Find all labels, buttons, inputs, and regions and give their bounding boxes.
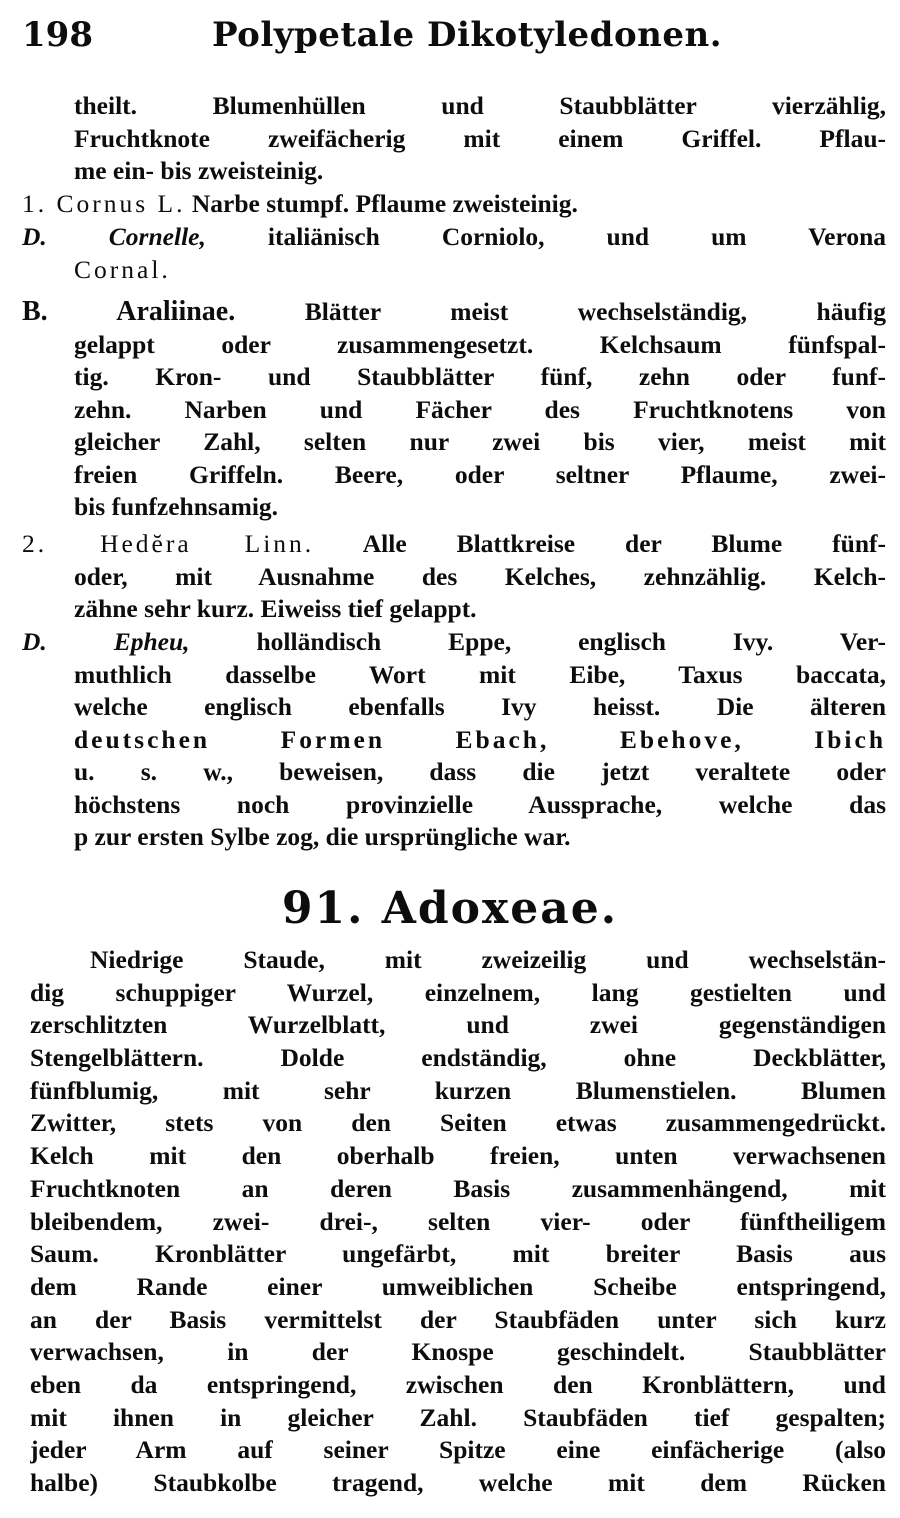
text-line: zehn. Narben und Fächer des Fruchtknotens von	[74, 394, 886, 424]
page-header	[22, 10, 882, 60]
section-title: 91. Adoxeae.	[281, 883, 619, 934]
entry-first-line	[22, 528, 886, 561]
genus-name: 2. Hedĕra Linn.	[22, 529, 315, 558]
text-line: zerschlitzten Wurzelblatt, und zwei gegenständigen	[30, 1010, 886, 1040]
entry-cornelle	[22, 221, 886, 286]
intro-block	[74, 90, 886, 188]
text-line: Niedrige Staude, mit zweizeilig und wechselstän-	[90, 945, 886, 974]
entry-araliinae	[22, 296, 886, 524]
entry-continuation	[22, 659, 886, 854]
entry-text: italiänisch Corniolo, und um Verona	[205, 222, 886, 251]
vernacular-name: D. Cornelle,	[22, 222, 206, 251]
text-line: dem Rande einer umweiblichen Scheibe entspringend,	[30, 1271, 886, 1301]
text-line: Zwitter, stets von den Seiten etwas zusammengedrückt.	[30, 1108, 886, 1138]
text-line: Kelch mit den oberhalb freien, unten verwachsenen	[30, 1141, 886, 1171]
text-line: muthlich dasselbe Wort mit Eibe, Taxus baccata,	[74, 659, 886, 689]
text-line: höchstens noch provinzielle Aussprache, welche das	[74, 789, 886, 819]
entry-hedera	[22, 528, 886, 626]
adoxeae-paragraph	[30, 944, 886, 1500]
entry-text: Blätter meist wechselständig, häufig	[235, 297, 886, 326]
text-line: p zur ersten Sylbe zog, die ursprüngliche war.	[74, 822, 571, 851]
text-line: deutschen Formen Ebach, Ebehove, Ibich	[74, 724, 886, 754]
entry-text: holländisch Eppe, englisch Ivy. Ver-	[189, 627, 886, 656]
text-line: Fruchtknoten an deren Basis zusammenhängend, mit	[30, 1173, 886, 1203]
text-line: oder, mit Ausnahme des Kelches, zehnzählig. Kelch-	[74, 561, 886, 591]
text-line: fünfblumig, mit sehr kurzen Blumenstielen. Blumen	[30, 1075, 886, 1105]
text-line: Stengelblättern. Dolde endständig, ohne Deckblätter,	[30, 1043, 886, 1073]
text-line: Cornal.	[74, 254, 171, 284]
entry-first-line	[22, 188, 886, 221]
text-line: Fruchtknote zweifächerig mit einem Griffel. Pflau-	[74, 123, 886, 153]
text-line: u. s. w., beweisen, dass die jetzt veraltete oder	[74, 757, 886, 786]
text-line: halbe) Staubkolbe tragend, welche mit dem Rücken	[30, 1468, 886, 1497]
vernacular-name: D. Epheu,	[22, 627, 190, 656]
text-line: me ein- bis zweisteinig.	[74, 156, 324, 185]
running-title: Polypetale Dikotyledonen.	[212, 15, 723, 55]
text-line: tig. Kron- und Staubblätter fünf, zehn oder funf-	[74, 362, 886, 391]
text-line: zähne sehr kurz. Eiweiss tief gelappt.	[74, 594, 477, 623]
entry-first-line	[22, 221, 886, 254]
entry-continuation	[22, 329, 886, 524]
entry-continuation	[22, 254, 886, 287]
text-line: gelappt oder zusammengesetzt. Kelchsaum fünfspal-	[74, 329, 886, 359]
text-line: dig schuppiger Wurzel, einzelnem, lang gestielten und	[30, 977, 886, 1007]
text-line: verwachsen, in der Knospe geschindelt. Staubblätter	[30, 1337, 886, 1367]
text-line: mit ihnen in gleicher Zahl. Staubfäden tief gespalten;	[30, 1402, 886, 1432]
text-line: Saum. Kronblätter ungefärbt, mit breiter Basis aus	[30, 1239, 886, 1269]
page-number: 198	[22, 15, 93, 55]
entry-cornus	[22, 188, 886, 221]
text-line: an der Basis vermittelst der Staubfäden unter sich kurz	[30, 1304, 886, 1334]
text-line: gleicher Zahl, selten nur zwei bis vier, meist mit	[74, 427, 886, 456]
entry-text: Narbe stumpf. Pflaume zweisteinig.	[185, 189, 578, 218]
text-line: bis funfzehnsamig.	[74, 492, 279, 521]
text-line: freien Griffeln. Beere, oder seltner Pflaume, zwei-	[74, 459, 886, 489]
text-line: eben da entspringend, zwischen den Kronblättern, und	[30, 1369, 886, 1399]
genus-name: 1. Cornus L.	[22, 189, 186, 218]
text-line: welche englisch ebenfalls Ivy heisst. Die älteren	[74, 692, 886, 721]
subfamily-name: B. Araliinae.	[22, 296, 236, 327]
text-line: bleibendem, zwei- drei-, selten vier- oder fünftheiligem	[30, 1206, 886, 1236]
entry-first-line	[22, 296, 886, 329]
entry-continuation	[22, 561, 886, 626]
text-line: jeder Arm auf seiner Spitze eine einfächerige (also	[30, 1435, 886, 1465]
entry-first-line	[22, 626, 886, 659]
entry-epheu	[22, 626, 886, 854]
entry-text: Alle Blattkreise der Blume fünf-	[314, 529, 886, 558]
text-line: theilt. Blumenhüllen und Staubblätter vierzählig,	[74, 91, 886, 120]
